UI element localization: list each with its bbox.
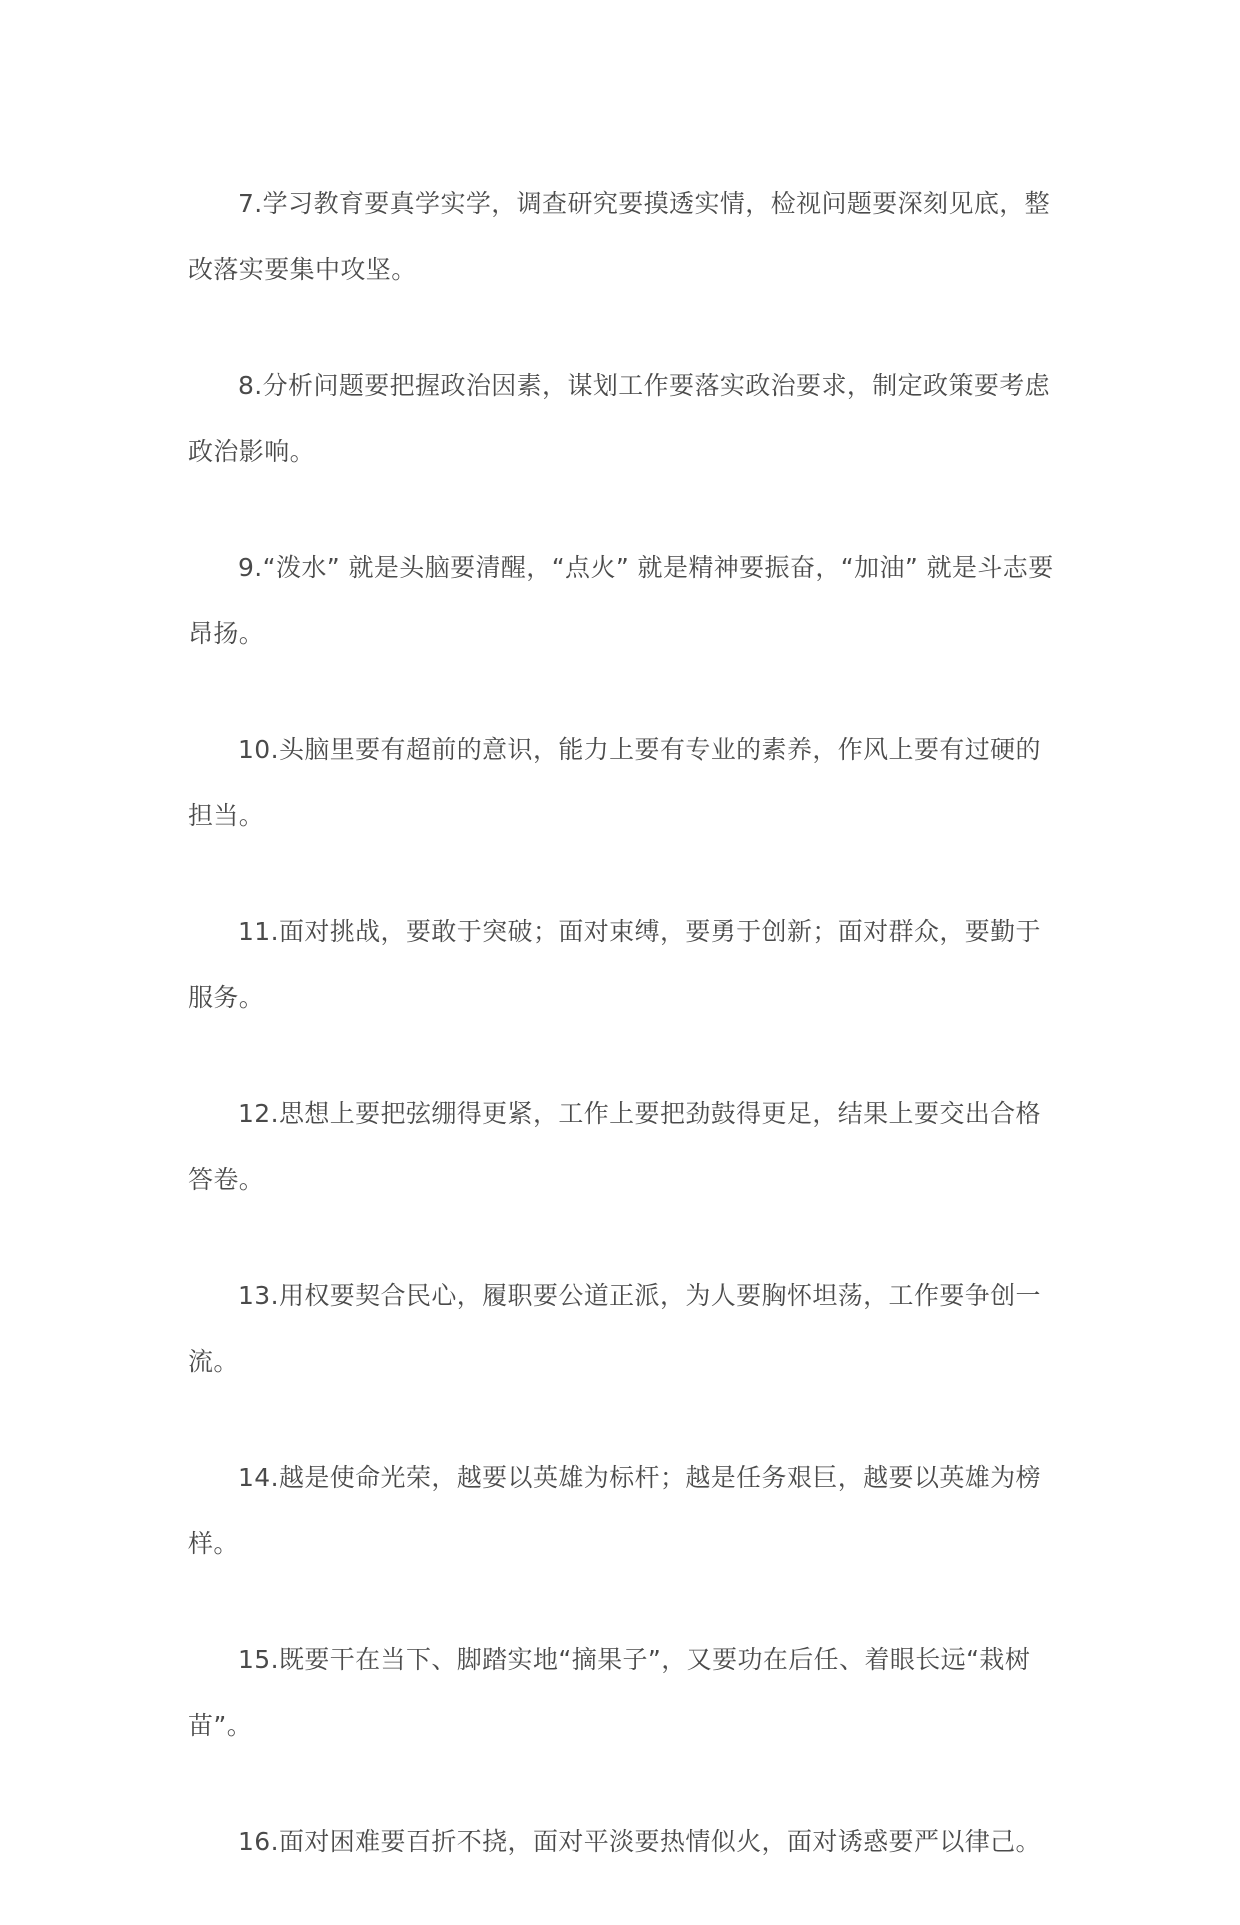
paragraph-14: 14.越是使命光荣，越要以英雄为标杆；越是任务艰巨，越要以英雄为榜样。 <box>188 1463 1041 1558</box>
paragraph-10: 10.头脑里要有超前的意识，能力上要有专业的素养，作风上要有过硬的担当。 <box>188 735 1041 830</box>
document-body <box>188 171 1058 1925</box>
paragraph-13: 13.用权要契合民心，履职要公道正派，为人要胸怀坦荡，工作要争创一流。 <box>188 1281 1041 1376</box>
paragraph-7: 7.学习教育要真学实学，调查研究要摸透实情，检视问题要深刻见底，整改落实要集中攻坚。 <box>188 189 1051 284</box>
paragraph-9: 9.“泼水” 就是头脑要清醒，“点火” 就是精神要振奋，“加油” 就是斗志要昂扬。 <box>188 553 1054 648</box>
paragraph-11: 11.面对挑战，要敢于突破；面对束缚，要勇于创新；面对群众，要勤于服务。 <box>188 917 1041 1012</box>
paragraph-16: 16.面对困难要百折不挠，面对平淡要热情似火，面对诱惑要严以律己。 <box>238 1827 1041 1856</box>
paragraph-8: 8.分析问题要把握政治因素，谋划工作要落实政治要求，制定政策要考虑政治影响。 <box>188 371 1051 466</box>
paragraph-12: 12.思想上要把弦绷得更紧，工作上要把劲鼓得更足，结果上要交出合格答卷。 <box>188 1099 1041 1194</box>
paragraph-15: 15.既要干在当下、脚踏实地“摘果子”，又要功在后任、着眼长远“栽树苗”。 <box>188 1645 1031 1740</box>
